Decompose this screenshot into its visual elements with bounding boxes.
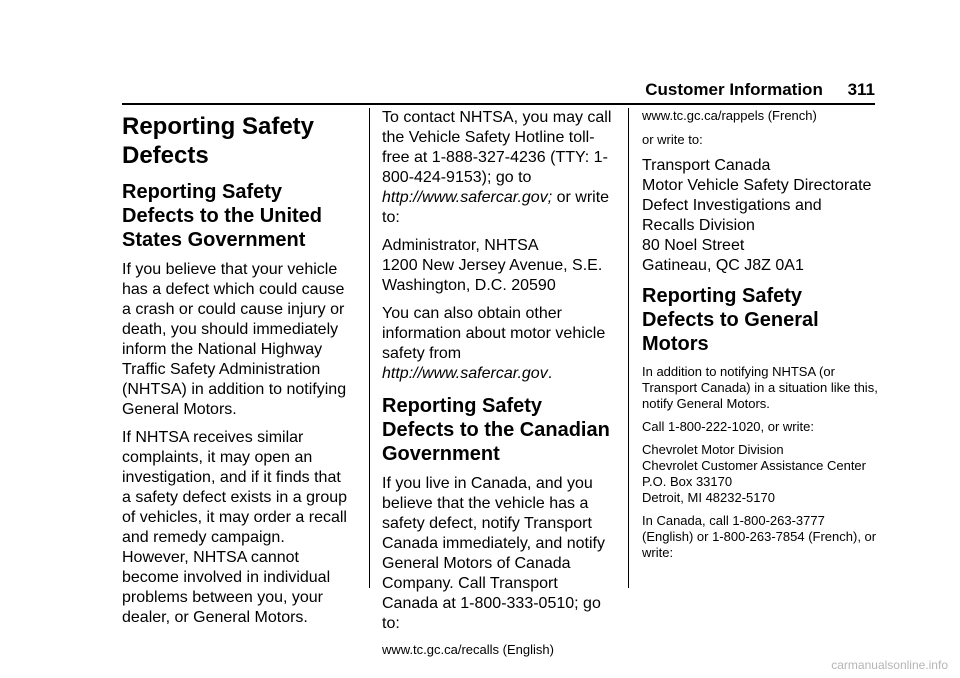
- address-line: Motor Vehicle Safety Directorate: [642, 177, 872, 194]
- column-divider-1: [369, 108, 370, 588]
- us-paragraph-1: If you believe that your vehicle has a defect which could cause a crash or could cause injury or death, you should immediately inform the National Highway Traffic Safety Administration (NHTSA) in addition to notifying General Motors.: [122, 261, 347, 418]
- write-to-text: or write to:: [642, 132, 703, 147]
- nhtsa-contact-paragraph: To contact NHTSA, you may call the Vehicle Safety Hotline toll-free at 1-888-327-4236 (TTY: 1-800-424-9153); go to http://www.safercar.gov; or write to:: [382, 109, 612, 226]
- column-1: [122, 108, 354, 626]
- address-line: Chevrolet Customer Assistance Center: [642, 458, 866, 473]
- chevrolet-address: [642, 442, 878, 506]
- other-info-paragraph: You can also obtain other information about motor vehicle safety from http://www.safercar.gov.: [382, 305, 606, 382]
- address-line: Detroit, MI 48232-5170: [642, 490, 775, 505]
- gm-paragraph-2: Call 1-800-222-1020, or write:: [642, 419, 814, 434]
- canada-paragraph: If you live in Canada, and you believe that the vehicle has a safety defect, notify Transport Canada immediately, and notify General Motors of Canada Company. Call Transport Canada at 1-800-333-0510; go to:: [382, 475, 605, 632]
- general-motors-heading: Reporting Safety Defects to General Motors: [642, 285, 819, 355]
- nhtsa-address: [382, 236, 618, 296]
- address-line: Washington, D.C. 20590: [382, 277, 556, 294]
- watermark: carmanualsonline.info: [831, 658, 948, 672]
- address-line: Administrator, NHTSA: [382, 237, 539, 254]
- address-line: 80 Noel Street: [642, 237, 745, 254]
- gm-paragraph-1: In addition to notifying NHTSA (or Transport Canada) in a situation like this, notify General Motors.: [642, 364, 878, 411]
- address-line: Defect Investigations and Recalls Division: [642, 197, 822, 234]
- address-line: Chevrolet Motor Division: [642, 442, 784, 457]
- us-government-heading: Reporting Safety Defects to the United States Government: [122, 181, 323, 251]
- section-title: Customer Information: [645, 80, 823, 99]
- gm-paragraph-3: In Canada, call 1-800-263-3777 (English) or 1-800-263-7854 (French), or write:: [642, 513, 877, 560]
- address-line: Gatineau, QC J8Z 0A1: [642, 257, 804, 274]
- header-rule: [122, 103, 875, 105]
- transport-canada-address: [642, 156, 878, 276]
- column-3: [642, 108, 878, 588]
- address-line: P.O. Box 33170: [642, 474, 733, 489]
- safercar-link[interactable]: http://www.safercar.gov;: [382, 189, 553, 206]
- main-heading: Reporting Safety Defects: [122, 113, 315, 169]
- safercar-link-2[interactable]: http://www.safercar.gov: [382, 365, 548, 382]
- page-number: 311: [847, 80, 875, 99]
- canadian-government-heading: Reporting Safety Defects to the Canadian Government: [382, 395, 610, 465]
- gm-section: [642, 364, 878, 561]
- us-paragraph-2: If NHTSA receives similar complaints, it may open an investigation, and if it finds that a safety defect exists in a group of vehicles, it may order a recall and remedy campaign. However, NHTSA cannot become involved in individual problems between you, your dealer, or General Motors.: [122, 429, 348, 626]
- column-divider-2: [628, 108, 629, 588]
- recalls-url-english: www.tc.gc.ca/recalls (English): [382, 642, 554, 657]
- address-line: 1200 New Jersey Avenue, S.E.: [382, 257, 603, 274]
- recalls-url-french: www.tc.gc.ca/rappels (French): [642, 108, 817, 123]
- address-line: Transport Canada: [642, 157, 771, 174]
- page-header: [0, 80, 875, 100]
- column-2: [382, 108, 618, 657]
